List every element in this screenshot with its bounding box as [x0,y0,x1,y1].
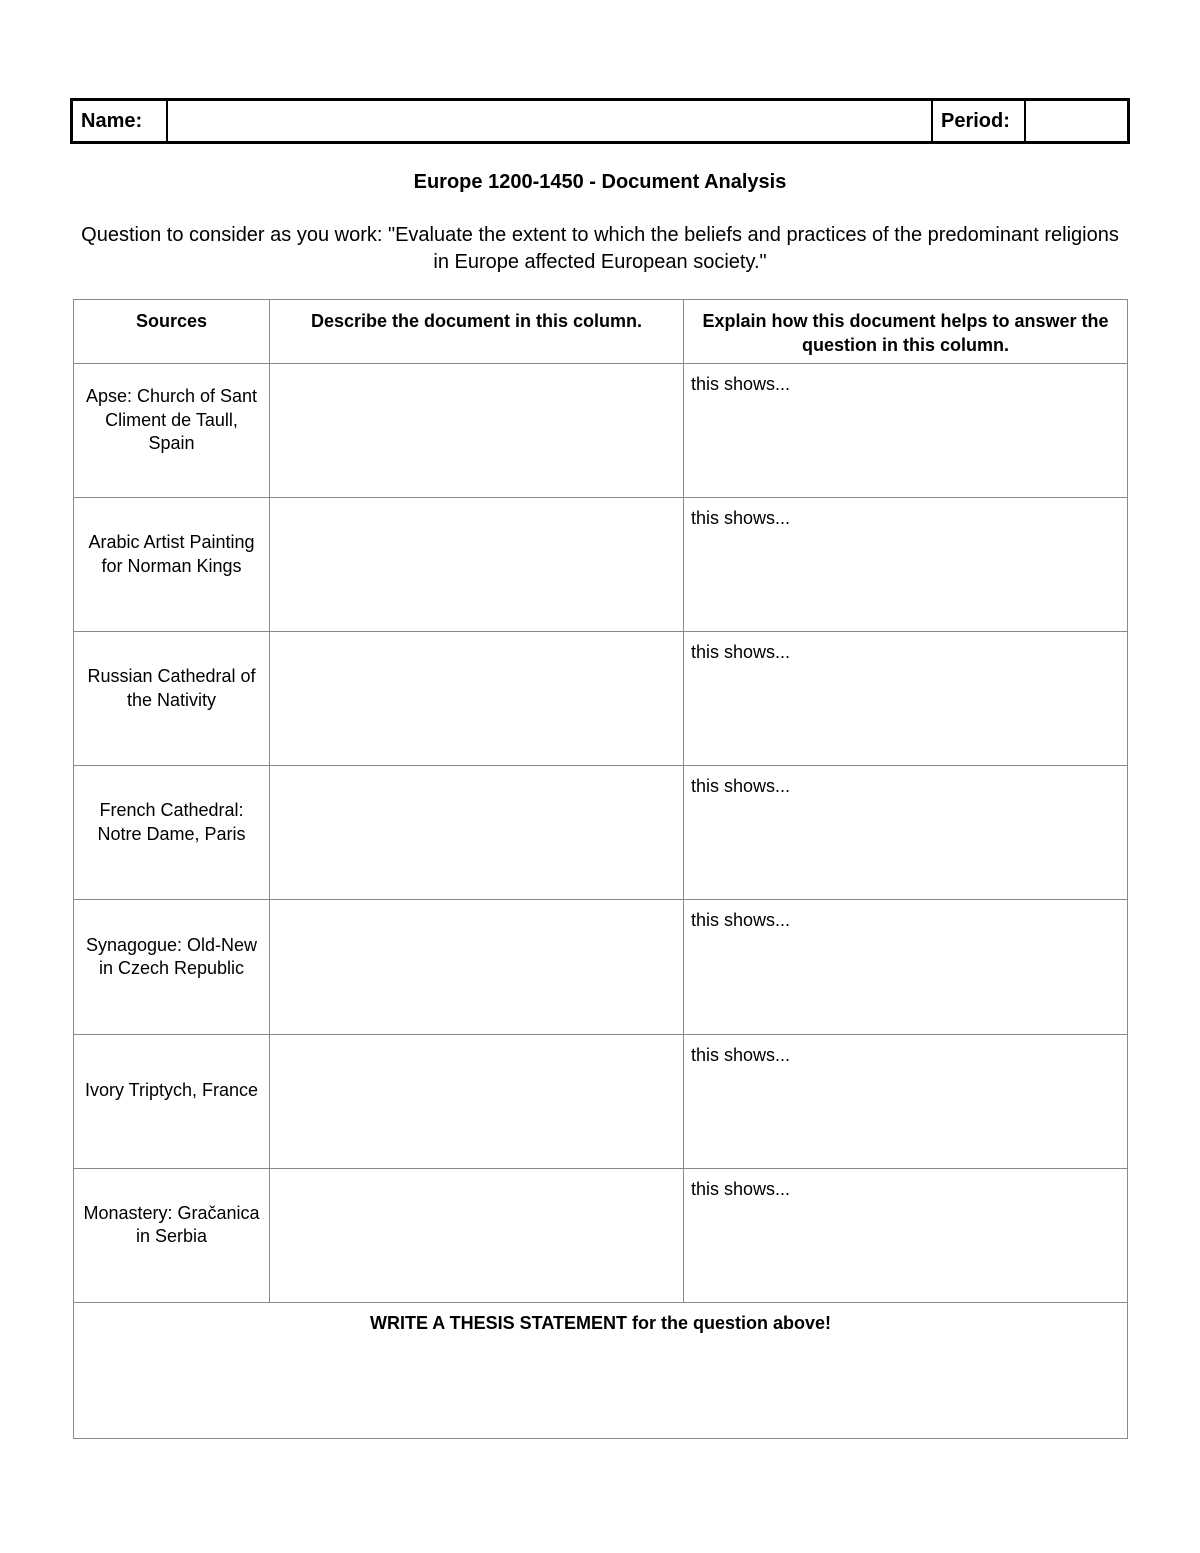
name-label: Name: [73,101,168,141]
describe-cell[interactable] [270,632,684,766]
table-row [74,1034,1128,1168]
explain-cell[interactable]: this shows... [684,632,1128,766]
source-cell: French Cathedral: Notre Dame, Paris [74,766,270,900]
source-cell: Synagogue: Old-New in Czech Republic [74,900,270,1034]
guiding-question: Question to consider as you work: "Evaluate the extent to which the beliefs and practices of the predominant religions in Europe affected European society." [81,224,1119,273]
table-row [74,498,1128,632]
source-cell: Ivory Triptych, France [74,1034,270,1168]
table-row [74,766,1128,900]
explain-cell[interactable]: this shows... [684,900,1128,1034]
header-row [74,300,1128,364]
source-cell: Arabic Artist Painting for Norman Kings [74,498,270,632]
explain-cell[interactable]: this shows... [684,766,1128,900]
header-describe: Describe the document in this column. [270,300,684,364]
header-sources: Sources [74,300,270,364]
header-explain: Explain how this document helps to answer the question in this column. [684,300,1128,364]
table-row [74,364,1128,498]
describe-cell[interactable] [270,766,684,900]
source-cell: Russian Cathedral of the Nativity [74,632,270,766]
page-title: Europe 1200-1450 - Document Analysis [413,171,787,193]
name-period-box [70,98,1130,144]
table-row [74,900,1128,1034]
explain-cell[interactable]: this shows... [684,498,1128,632]
period-label: Period: [933,101,1026,141]
source-cell: Apse: Church of Sant Climent de Taull, Spain [74,364,270,498]
describe-cell[interactable] [270,1168,684,1302]
describe-cell[interactable] [270,900,684,1034]
explain-cell[interactable]: this shows... [684,1168,1128,1302]
name-field[interactable] [168,101,933,141]
explain-cell[interactable]: this shows... [684,1034,1128,1168]
thesis-cell[interactable]: WRITE A THESIS STATEMENT for the question above! [74,1302,1128,1438]
describe-cell[interactable] [270,1034,684,1168]
describe-cell[interactable] [270,498,684,632]
document-analysis-table [73,299,1128,1439]
describe-cell[interactable] [270,364,684,498]
source-cell: Monastery: Gračanica in Serbia [74,1168,270,1302]
thesis-row [74,1302,1128,1438]
table-row [74,1168,1128,1302]
explain-cell[interactable]: this shows... [684,364,1128,498]
period-field[interactable] [1026,101,1127,141]
table-row [74,632,1128,766]
